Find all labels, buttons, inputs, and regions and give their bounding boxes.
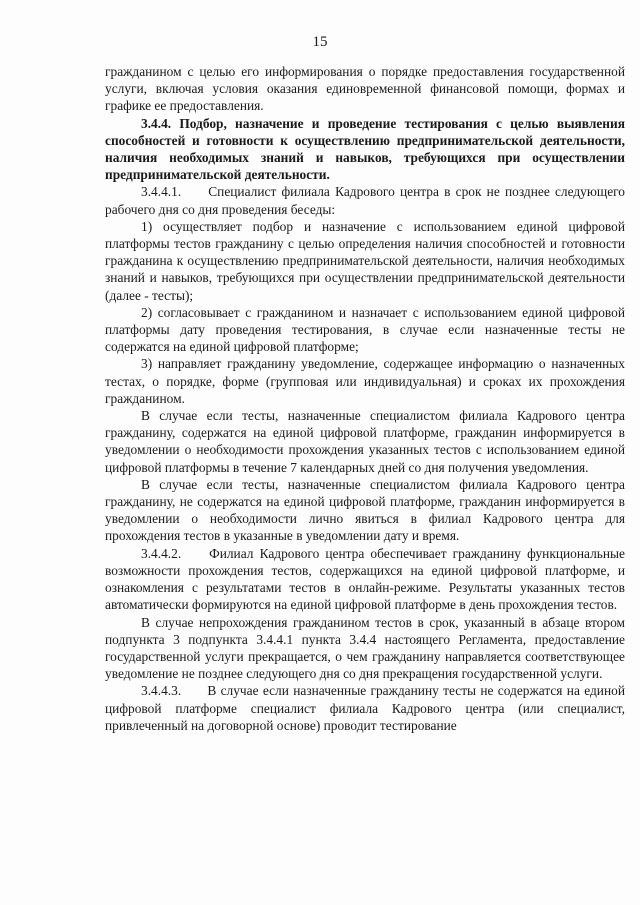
paragraph-tests-not-on-platform: В случае если тесты, назначенные специалистом филиала Кадрового центра гражданину, не содержатся на единой цифровой платформе, гражданин информируется в уведомлении о необходимости лично явиться в филиал Кадрового центра для прохождения тестов в указанные в уведомлении дату и время. <box>105 476 625 544</box>
paragraph-tests-on-platform: В случае если тесты, назначенные специалистом филиала Кадрового центра гражданину, содержатся на единой цифровой платформе, гражданин информируется в уведомлении о необходимости прохождения указанных тестов с использованием единой цифровой платформы в течение 7 календарных дней со дня получения уведомления. <box>105 408 625 475</box>
clause-number: 3.4.4.1. <box>141 184 182 200</box>
clause-text: Филиал Кадрового центра обеспечивает гражданину функциональные возможности прохождения тестов, содержащихся на единой цифровой платформе, и ознакомления с результатами тестов в онлайн-режиме. Результаты указанных тестов автоматически формируются на единой цифровой платформе в день прохождения тестов. <box>105 545 625 613</box>
paragraph-3-4-4-3 <box>105 682 625 734</box>
paragraph-3-4-4-2 <box>105 545 625 614</box>
section-heading-3-4-4: 3.4.4. Подбор, назначение и проведение тестирования с целью выявления способностей и готовности к осуществлению предпринимательской деятельности, наличия необходимых знаний и навыков, требующихся при осуществлении предпринимательской деятельности. <box>105 115 625 183</box>
list-item-3: 3) направляет гражданину уведомление, содержащее информацию о назначенных тестах, о порядке, форме (групповая или индивидуальная) и сроках их прохождения гражданином. <box>105 356 625 406</box>
clause-number: 3.4.4.2. <box>141 545 182 561</box>
clause-number: 3.4.4.3. <box>141 683 182 699</box>
paragraph-continuation: гражданином с целью его информирования о порядке предоставления государственной услуги, включая условия оказания единовременной финансовой помощи, формах и графике ее предоставления. <box>105 64 625 114</box>
list-item-2: 2) согласовывает с гражданином и назначает с использованием единой цифровой платформы дату проведения тестирования, в случае если назначенные тесты не содержатся на единой цифровой платформе; <box>105 304 625 355</box>
paragraph-non-completion: В случае непрохождения гражданином тестов в срок, указанный в абзаце втором подпункта 3 подпункта 3.4.4.1 пункта 3.4.4 настоящего Регламента, предоставление государственной услуги прекращается, о чем гражданину направляется соответствующее уведомление не позднее следующего дня со дня прекращения государственной услуги. <box>105 614 625 682</box>
page-number: 15 <box>312 34 328 50</box>
clause-text: В случае если назначенные гражданину тесты не содержатся на единой цифровой платформе специалист филиала Кадрового центра (или специалист, привлеченный на договорной основе) проводит тестирование <box>105 683 625 733</box>
paragraph-3-4-4-1 <box>105 183 625 217</box>
document-body <box>105 63 625 734</box>
clause-text: Специалист филиала Кадрового центра в срок не позднее следующего рабочего дня со дня проведения беседы: <box>105 184 625 217</box>
list-item-1: 1) осуществляет подбор и назначение с использованием единой цифровой платформы тестов гражданину с целью определения наличия способностей и готовности гражданина к осуществлению предпринимательской деятельности, наличия необходимых знаний и навыков, требующихся при осуществлении предпринимательской деятельности (далее - тесты); <box>105 218 625 303</box>
